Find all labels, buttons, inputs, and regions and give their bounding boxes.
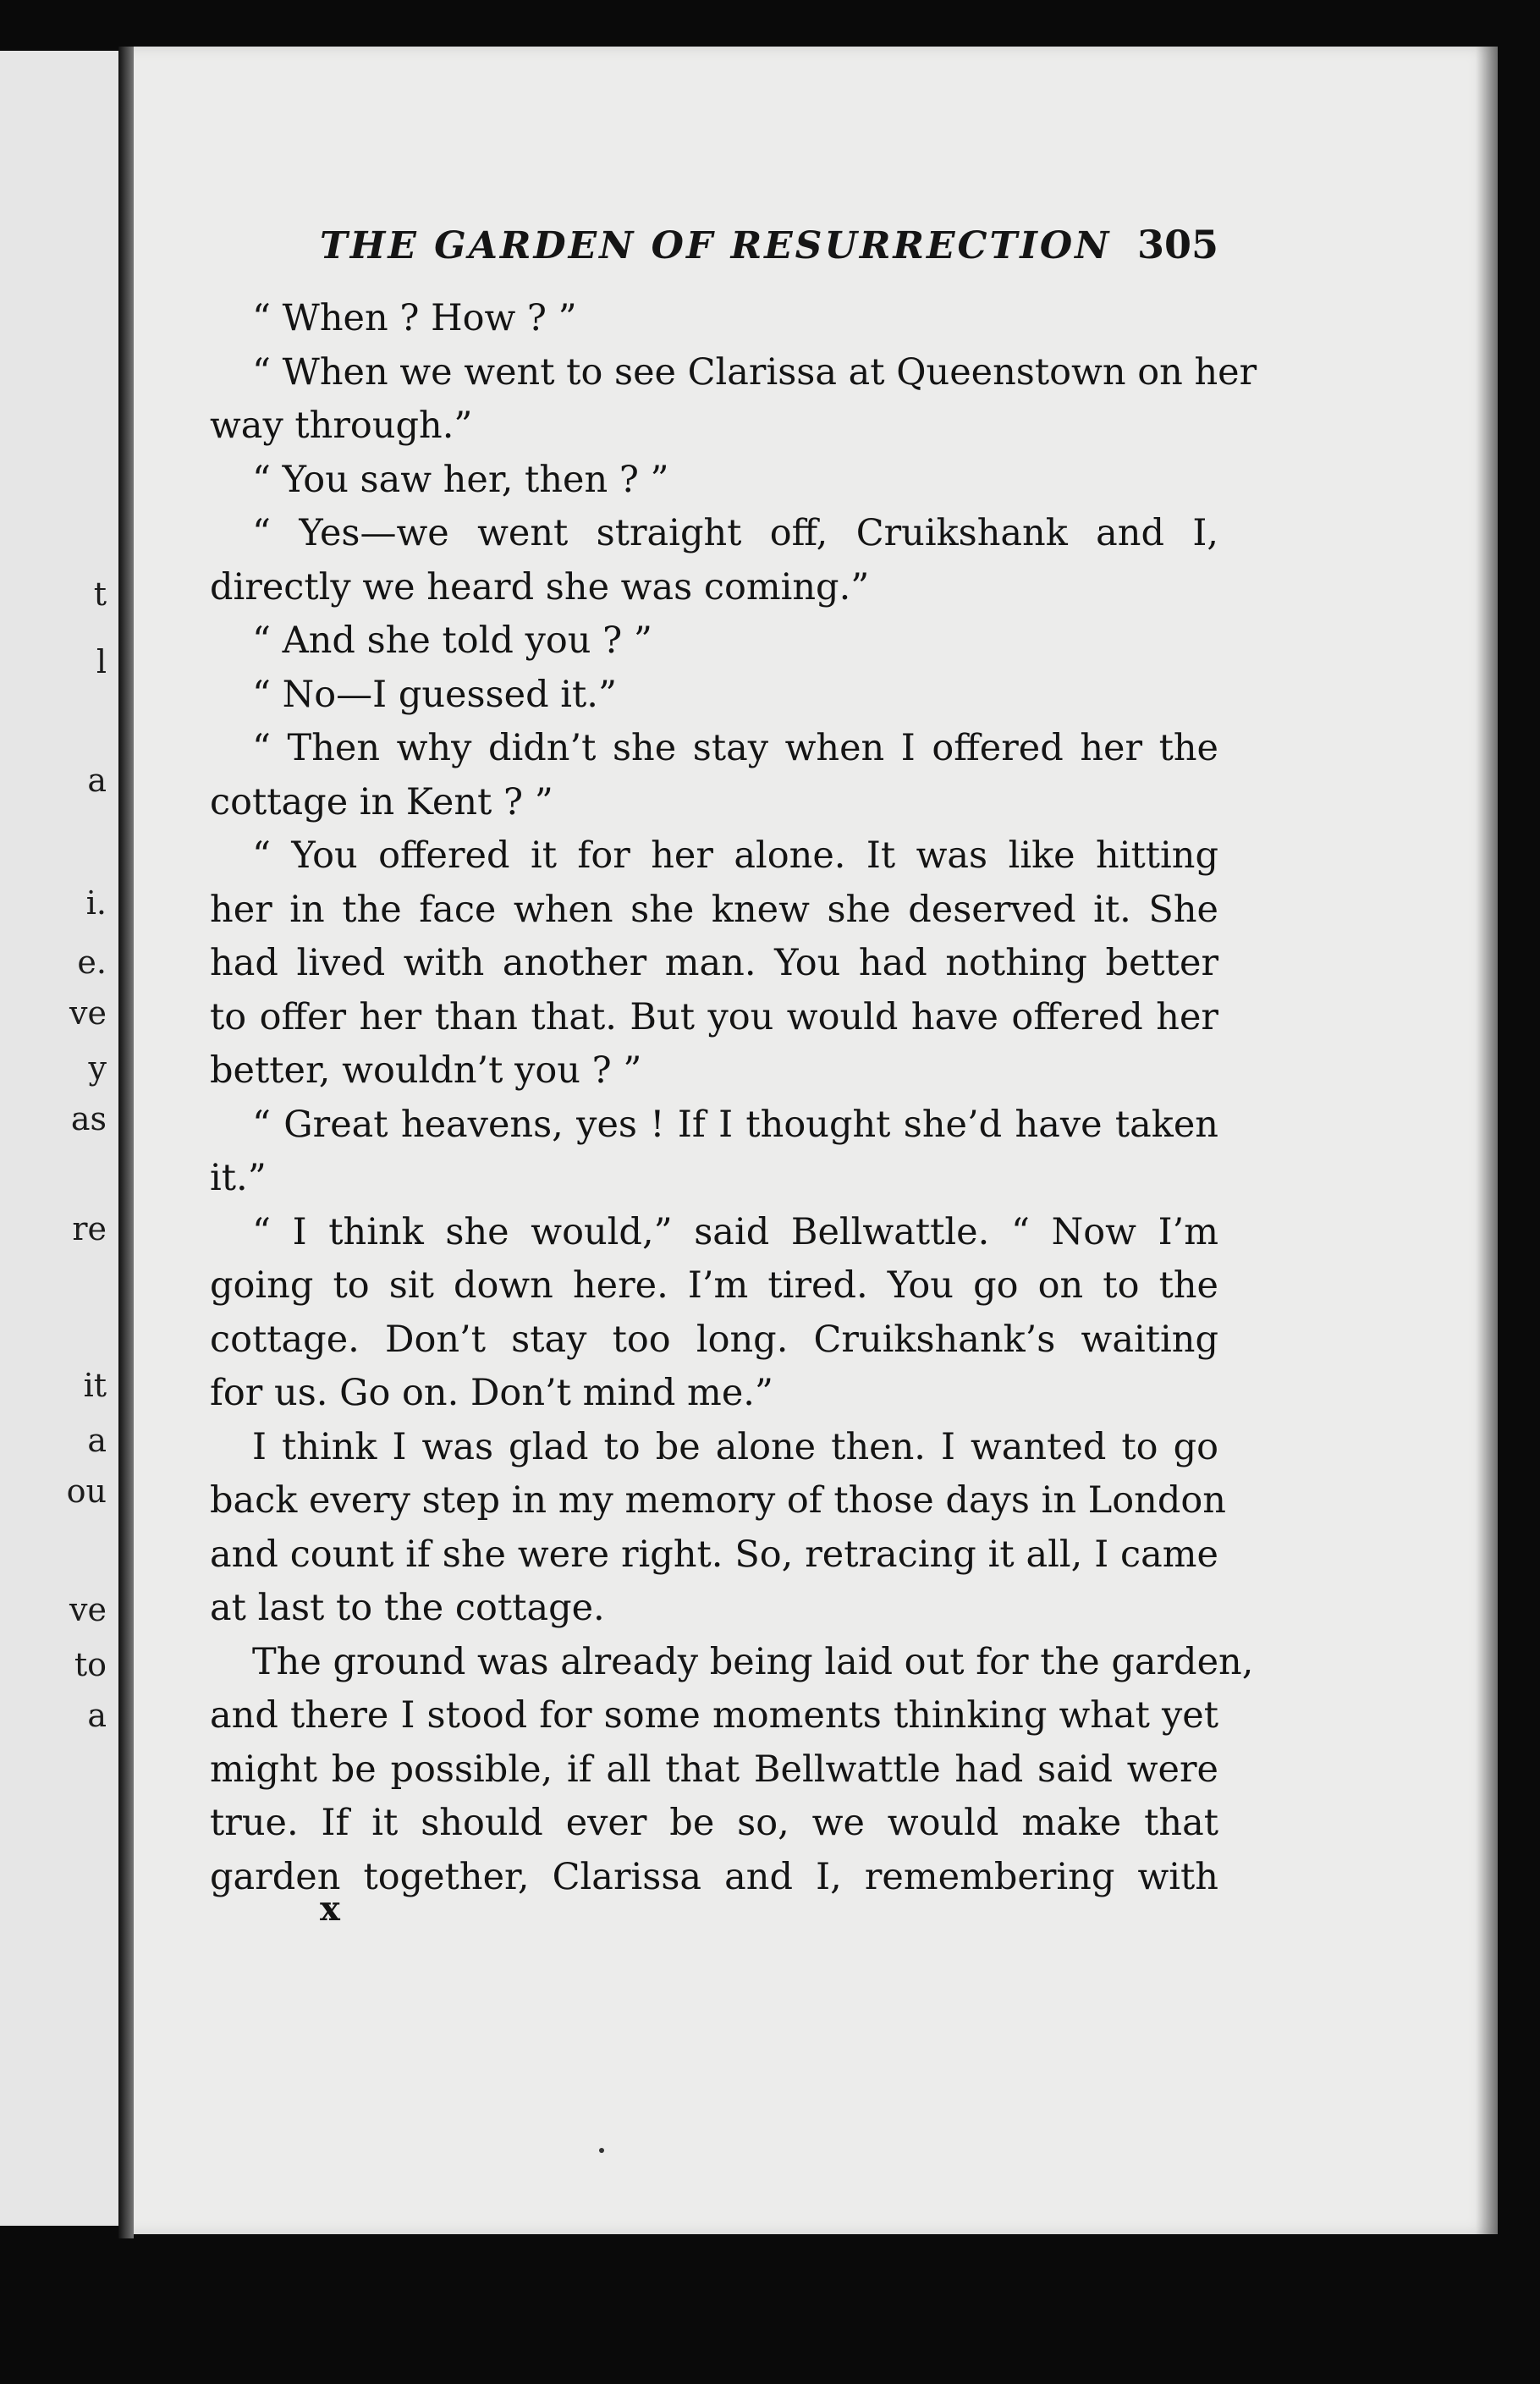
page-edge-shadow <box>1476 47 1498 2234</box>
facing-page-fragment: l <box>96 643 107 680</box>
text-line: cottage in Kent ? ” <box>210 780 553 823</box>
text-line: it.” <box>210 1157 267 1199</box>
text-line: directly we heard she was coming.” <box>210 565 870 608</box>
text-line: to offer her than that. But you would have offered her <box>210 995 1218 1038</box>
facing-page-fragment: i. <box>85 884 107 922</box>
text-line: and count if she were right. So, retracing it all, I came <box>210 1533 1218 1576</box>
text-line: I think I was glad to be alone then. I wanted to go <box>252 1425 1218 1468</box>
page-number: 305 <box>1136 222 1218 267</box>
text-line: back every step in my memory of those days in London <box>210 1479 1226 1522</box>
text-line: better, wouldn’t you ? ” <box>210 1049 642 1092</box>
text-line: her in the face when she knew she deserved it. She <box>210 888 1218 931</box>
facing-page-fragment: a <box>87 1422 107 1459</box>
page-header <box>320 222 1218 267</box>
text-line: “ No—I guessed it.” <box>252 673 617 716</box>
text-line: and there I stood for some moments thinking what yet <box>210 1694 1218 1737</box>
facing-page-fragment: ve <box>69 1591 107 1628</box>
text-line: might be possible, if all that Bellwattle had said were <box>210 1748 1218 1791</box>
running-head: THE GARDEN OF RESURRECTION <box>320 224 1112 267</box>
facing-page-fragment: it <box>83 1367 107 1404</box>
facing-page-fragment: a <box>87 1697 107 1734</box>
text-line: true. If it should ever be so, we would make that <box>210 1802 1218 1844</box>
facing-page-fragment: ou <box>66 1473 107 1510</box>
text-line: “ And she told you ? ” <box>252 619 652 662</box>
facing-page-fragment: a <box>87 762 107 799</box>
facing-page-fragment: ve <box>69 994 107 1032</box>
text-line: had lived with another man. You had nothing better <box>210 942 1218 984</box>
text-line: “ I think she would,” said Bellwattle. “ Now I’m <box>252 1210 1218 1253</box>
facing-page-fragment: as <box>70 1100 107 1137</box>
text-line: “ You saw her, then ? ” <box>252 458 669 501</box>
facing-page-fragment: y <box>88 1049 107 1087</box>
text-line: garden together, Clarissa and I, remembering with <box>210 1855 1218 1898</box>
signature-mark: x <box>320 1889 340 1929</box>
ink-speck <box>599 2148 604 2153</box>
facing-page-edge <box>0 51 122 2226</box>
text-line: “ Yes—we went straight off, Cruikshank and I, <box>252 512 1218 554</box>
facing-page-fragment: e. <box>77 944 107 981</box>
text-line: way through.” <box>210 405 473 447</box>
text-line: “ You offered it for her alone. It was like hitting <box>252 834 1218 877</box>
text-line: “ When we went to see Clarissa at Queenstown on her <box>252 350 1257 394</box>
text-line: “ Great heavens, yes ! If I thought she’d have taken <box>252 1103 1218 1146</box>
text-line: The ground was already being laid out for the garden, <box>252 1640 1254 1683</box>
facing-page-fragment: re <box>72 1210 107 1247</box>
text-line: “ When ? How ? ” <box>252 297 577 339</box>
facing-page-fragment: t <box>93 575 107 613</box>
text-line: at last to the cottage. <box>210 1587 605 1629</box>
body-text <box>210 292 1257 1904</box>
book-gutter <box>118 47 134 2238</box>
facing-page-fragment: to <box>74 1646 107 1683</box>
text-line: for us. Go on. Don’t mind me.” <box>210 1372 773 1414</box>
text-line: going to sit down here. I’m tired. You go on to the <box>210 1264 1218 1307</box>
text-line: cottage. Don’t stay too long. Cruikshank’s waiting <box>210 1318 1218 1361</box>
text-line: “ Then why didn’t she stay when I offered her the <box>252 727 1218 769</box>
